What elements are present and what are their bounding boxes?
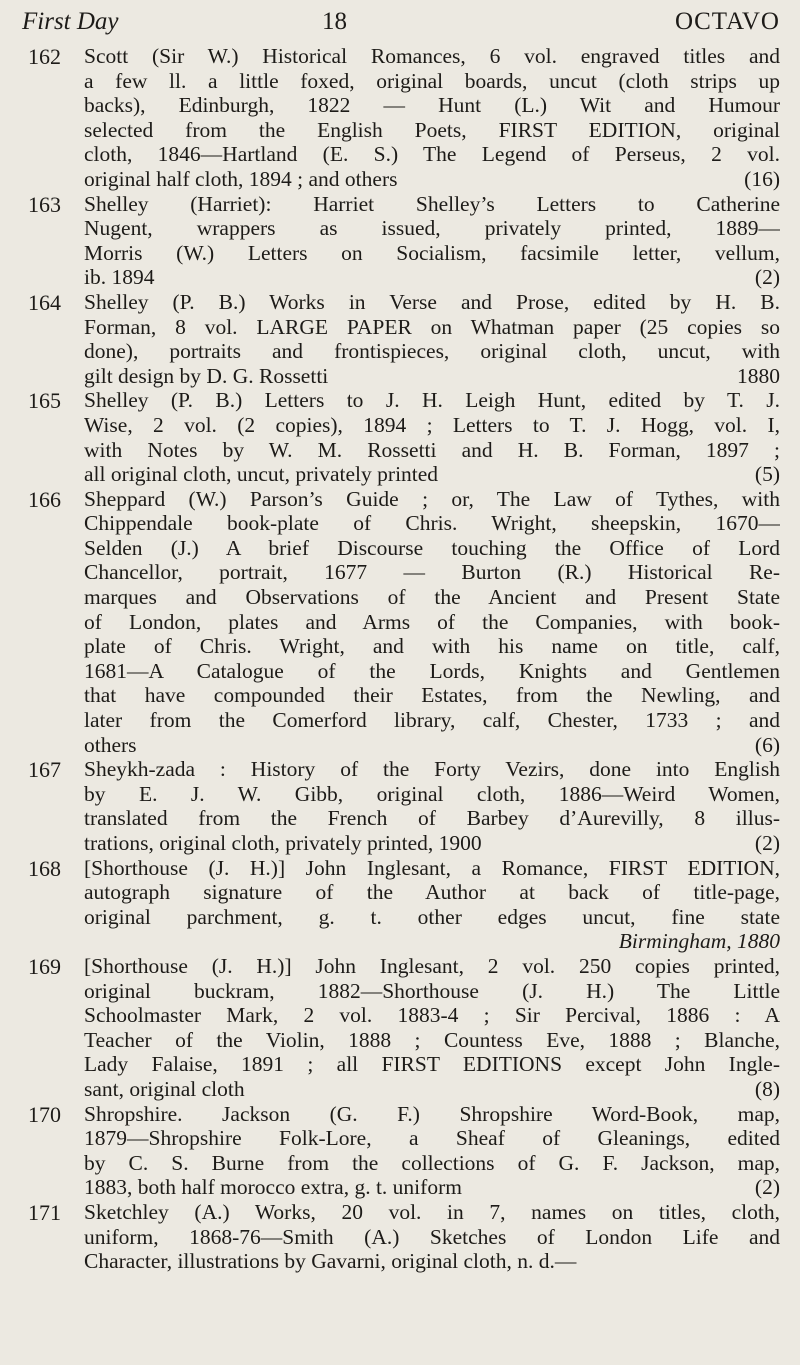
- header-format: OCTAVO: [675, 8, 780, 35]
- lot-line: 1879—Shropshire Folk-Lore, a Sheaf of Gleanings, edited: [84, 1126, 780, 1151]
- lot-line: by C. S. Burne from the collections of G. F. Jackson, map,: [84, 1150, 780, 1175]
- lot-line: [Shorthouse (J. H.)] John Inglesant, 2 vol. 250 copies printed,: [84, 953, 780, 978]
- lot-entry: [22, 856, 780, 954]
- lot-description: [84, 1200, 780, 1274]
- lot-line: a few ll. a little foxed, original boards, uncut (cloth strips up: [84, 68, 780, 93]
- lot-description: [84, 1102, 780, 1200]
- lot-line: Lady Falaise, 1891 ; all FIRST EDITIONS except John Ingle-: [84, 1052, 780, 1077]
- lot-entry: [22, 290, 780, 388]
- lot-line: Shropshire. Jackson (G. F.) Shropshire Word-Book, map,: [84, 1101, 780, 1126]
- lot-quantity: (2): [754, 1175, 780, 1200]
- lot-line: autograph signature of the Author at back of title-page,: [84, 880, 780, 905]
- lot-number: 162: [28, 44, 61, 69]
- lot-entry: [22, 757, 780, 855]
- lot-number: 170: [28, 1101, 61, 1127]
- lot-number: 169: [28, 953, 61, 979]
- header-page-number: 18: [322, 8, 347, 35]
- lot-line: Teacher of the Violin, 1888 ; Countess Eve, 1888 ; Blanche,: [84, 1027, 780, 1052]
- lot-line: cloth, 1846—Hartland (E. S.) The Legend of Perseus, 2 vol.: [84, 142, 780, 167]
- lot-line: done), portraits and frontispieces, original cloth, uncut, with: [84, 339, 780, 364]
- lot-line: that have compounded their Estates, from the Newling, and: [84, 683, 780, 708]
- lot-number: 163: [28, 191, 61, 217]
- lot-quantity: (5): [754, 462, 780, 487]
- lot-line: original half cloth, 1894 ; and others (16): [84, 166, 780, 191]
- lot-line: uniform, 1868-76—Smith (A.) Sketches of London Life and: [84, 1224, 780, 1249]
- lot-line: original parchment, g. t. other edges uncut, fine state: [84, 904, 780, 929]
- lot-description: [84, 44, 780, 192]
- lot-line: marques and Observations of the Ancient and Present State: [84, 585, 780, 610]
- lot-description: [84, 388, 780, 486]
- lot-description: [84, 290, 780, 388]
- lot-line: of London, plates and Arms of the Companies, with book-: [84, 609, 780, 634]
- lot-line: Nugent, wrappers as issued, privately printed, 1889—: [84, 216, 780, 241]
- lot-quantity: (6): [754, 732, 780, 757]
- lot-line: original buckram, 1882—Shorthouse (J. H.) The Little: [84, 978, 780, 1003]
- lot-entry: [22, 1102, 780, 1200]
- lot-number: 171: [28, 1199, 61, 1225]
- lot-list: [22, 44, 780, 1274]
- lot-line: Sheykh-zada : History of the Forty Vezirs, done into English: [84, 757, 780, 782]
- lot-line: Chancellor, portrait, 1677 — Burton (R.) Historical Re-: [84, 560, 780, 585]
- lot-description: [84, 856, 780, 954]
- lot-line: all original cloth, uncut, privately printed (5): [84, 462, 780, 487]
- lot-description: [84, 192, 780, 290]
- lot-line: Shelley (P. B.) Letters to J. H. Leigh Hunt, edited by T. J.: [84, 388, 780, 413]
- lot-quantity: (8): [754, 1076, 780, 1101]
- lot-line: 1681—A Catalogue of the Lords, Knights and Gentlemen: [84, 658, 780, 683]
- lot-line: trations, original cloth, privately printed, 1900 (2): [84, 831, 780, 855]
- lot-description: [84, 954, 780, 1102]
- lot-entry: [22, 192, 780, 290]
- lot-line: selected from the English Poets, FIRST EDITION, original: [84, 117, 780, 142]
- header-day: First Day: [22, 8, 119, 35]
- lot-line: others (6): [84, 732, 780, 757]
- lot-line: Sketchley (A.) Works, 20 vol. in 7, names on titles, cloth,: [84, 1199, 780, 1224]
- lot-line: with Notes by W. M. Rossetti and H. B. Forman, 1897 ;: [84, 437, 780, 462]
- lot-line: Shelley (P. B.) Works in Verse and Prose, edited by H. B.: [84, 289, 780, 314]
- lot-number: 168: [28, 855, 61, 881]
- lot-line: Sheppard (W.) Parson’s Guide ; or, The Law of Tythes, with: [84, 486, 780, 511]
- lot-line: gilt design by D. G. Rossetti 1880: [84, 363, 780, 388]
- lot-line: plate of Chris. Wright, and with his name on title, calf,: [84, 634, 780, 659]
- lot-line: backs), Edinburgh, 1822 — Hunt (L.) Wit and Humour: [84, 93, 780, 118]
- lot-line: Wise, 2 vol. (2 copies), 1894 ; Letters to T. J. Hogg, vol. I,: [84, 412, 780, 437]
- lot-line: Schoolmaster Mark, 2 vol. 1883-4 ; Sir Percival, 1886 : A: [84, 1003, 780, 1028]
- lot-line: later from the Comerford library, calf, Chester, 1733 ; and: [84, 708, 780, 733]
- lot-line: Forman, 8 vol. LARGE PAPER on Whatman paper (25 copies so: [84, 314, 780, 339]
- lot-line: ib. 1894 (2): [84, 265, 780, 290]
- lot-number: 167: [28, 757, 61, 783]
- lot-number: 166: [28, 486, 61, 512]
- lot-line: translated from the French of Barbey d’Aurevilly, 8 illus-: [84, 806, 780, 831]
- lot-line: Character, illustrations by Gavarni, original cloth, n. d.—: [84, 1249, 577, 1274]
- lot-entry: [22, 388, 780, 486]
- lot-entry: [22, 487, 780, 758]
- lot-entry: [22, 1200, 780, 1274]
- lot-description: [84, 487, 780, 758]
- lot-line: by E. J. W. Gibb, original cloth, 1886—Weird Women,: [84, 781, 780, 806]
- lot-line: Shelley (Harriet): Harriet Shelley’s Letters to Catherine: [84, 191, 780, 216]
- lot-entry: [22, 954, 780, 1102]
- lot-line: Selden (J.) A brief Discourse touching the Office of Lord: [84, 535, 780, 560]
- lot-description: [84, 757, 780, 855]
- lot-quantity: (2): [754, 265, 780, 290]
- lot-line: Birmingham, 1880: [618, 929, 780, 954]
- lot-line: Morris (W.) Letters on Socialism, facsimile letter, vellum,: [84, 240, 780, 265]
- lot-entry: [22, 44, 780, 192]
- lot-quantity: 1880: [737, 363, 780, 388]
- lot-line: [Shorthouse (J. H.)] John Inglesant, a Romance, FIRST EDITION,: [84, 855, 780, 880]
- lot-quantity: (16): [744, 166, 780, 191]
- lot-line: 1883, both half morocco extra, g. t. uniform (2): [84, 1175, 780, 1200]
- lot-quantity: (2): [754, 831, 780, 855]
- lot-number: 164: [28, 289, 61, 315]
- page-header: [22, 8, 780, 44]
- lot-line: Chippendale book-plate of Chris. Wright, sheepskin, 1670—: [84, 511, 780, 536]
- lot-line: Scott (Sir W.) Historical Romances, 6 vol. engraved titles and: [84, 44, 780, 68]
- lot-number: 165: [28, 388, 61, 414]
- lot-line: sant, original cloth (8): [84, 1076, 780, 1101]
